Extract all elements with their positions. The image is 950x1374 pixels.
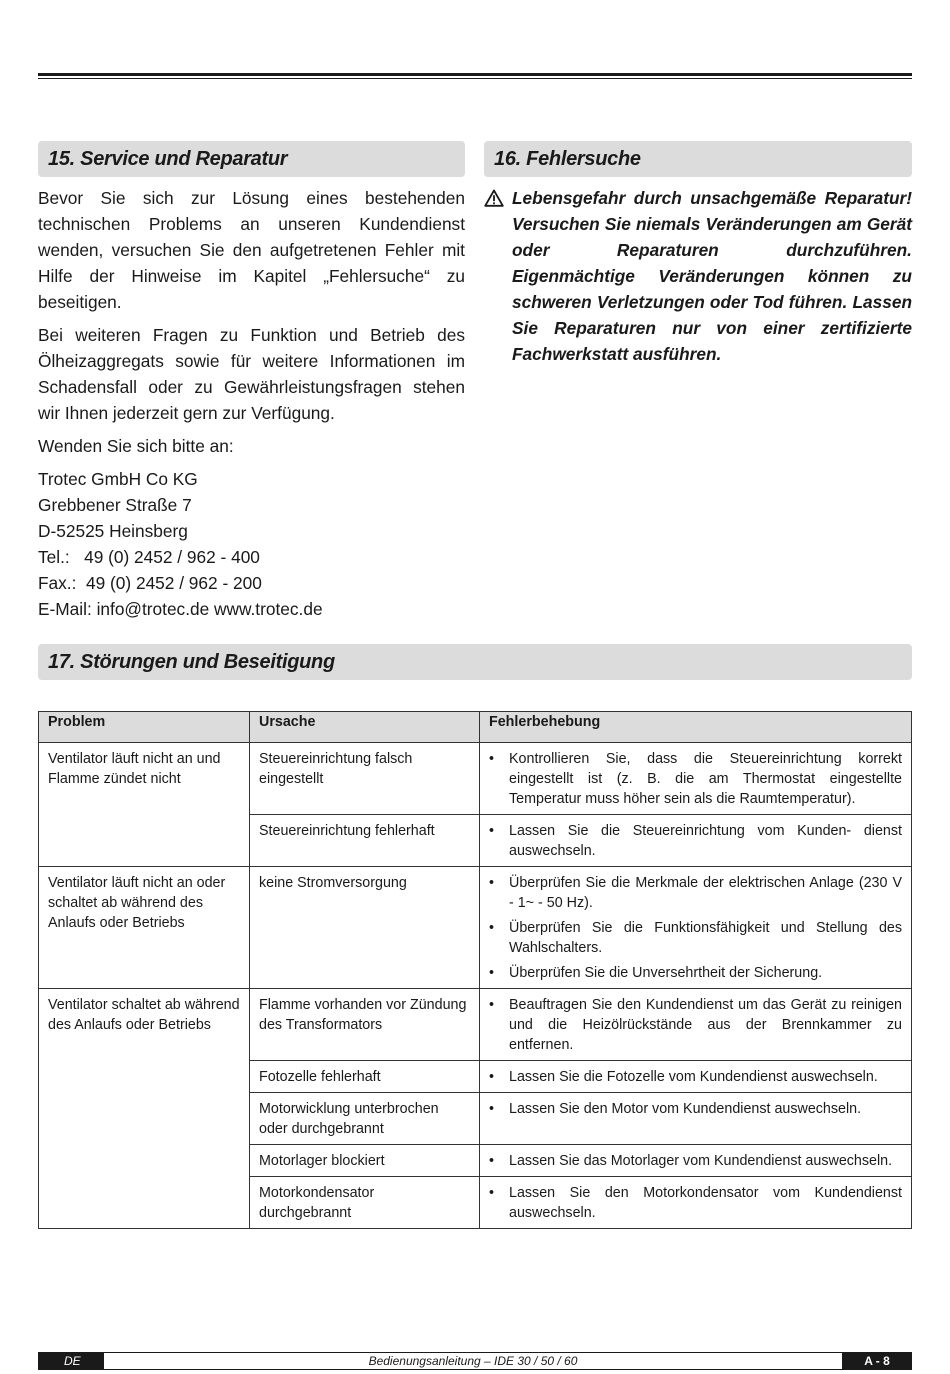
fix-cell — [480, 1145, 912, 1177]
fix-list — [489, 749, 902, 809]
warning-text: Lebensgefahr durch unsachgemäße Reparatur! Versuchen Sie niemals Veränderungen am Gerät oder Reparaturen durchzuführen. Eigenmächtige Veränderungen können zu schweren Verletzungen oder Tod führen. Lassen Sie Reparaturen nur von einer zertifizierte Fachwerkstatt ausführen. — [512, 188, 912, 364]
header-rule-thin — [38, 78, 912, 79]
address-email: E-Mail: info@trotec.de www.trotec.de — [38, 599, 323, 619]
cause-cell: Motorkondensator durchgebrannt — [250, 1177, 480, 1229]
cause-cell: Motorwicklung unterbrochen oder durchgebrannt — [250, 1093, 480, 1145]
address-city: D-52525 Heinsberg — [38, 521, 188, 541]
problem-cell: Ventilator schaltet ab während des Anlaufs oder Betriebs — [39, 989, 250, 1229]
fix-item: • Lassen Sie das Motorlager vom Kundendienst auswechseln. — [489, 1151, 902, 1171]
fix-cell — [480, 1061, 912, 1093]
warning-block — [484, 185, 912, 367]
fix-list — [489, 1099, 902, 1119]
fix-item: • Überprüfen Sie die Merkmale der elektrischen Anlage (230 V - 1~ - 50 Hz). — [489, 873, 902, 913]
fix-cell — [480, 989, 912, 1061]
fix-list — [489, 821, 902, 861]
footer-language: DE — [38, 1352, 104, 1370]
fix-list — [489, 1067, 902, 1087]
cause-cell: keine Stromversorgung — [250, 867, 480, 989]
header-fix: Fehlerbehebung — [480, 712, 912, 743]
section-15-heading: 15. Service und Reparatur — [38, 141, 465, 177]
fix-item: • Beauftragen Sie den Kundendienst um das Gerät zu reinigen und die Heizölrückstände aus der Brennkammer zu entfernen. — [489, 995, 902, 1055]
problem-cell: Ventilator läuft nicht an und Flamme zündet nicht — [39, 743, 250, 867]
table-row — [39, 743, 912, 815]
fix-item: • Lassen Sie den Motorkondensator vom Kundendienst auswechseln. — [489, 1183, 902, 1223]
fix-list — [489, 1151, 902, 1171]
table-row — [39, 989, 912, 1061]
address-company: Trotec GmbH Co KG — [38, 469, 198, 489]
fix-item: • Lassen Sie die Steuereinrichtung vom Kunden- dienst auswechseln. — [489, 821, 902, 861]
fix-list — [489, 1183, 902, 1223]
cause-cell: Steuereinrichtung fehlerhaft — [250, 815, 480, 867]
cause-cell: Motorlager blockiert — [250, 1145, 480, 1177]
fix-item: • Lassen Sie den Motor vom Kundendienst auswechseln. — [489, 1099, 902, 1119]
header-problem: Problem — [39, 712, 250, 743]
service-paragraph-3: Wenden Sie sich bitte an: — [38, 436, 234, 456]
faults-table — [38, 711, 912, 1229]
service-paragraph-1: Bevor Sie sich zur Lösung eines bestehenden technischen Problems an unseren Kundendienst wenden, versuchen Sie den aufgetretenen Fehler mit Hilfe der Hinweise im Kapitel „Fehlersuche“ zu beseitigen. — [38, 188, 465, 312]
address-street: Grebbener Straße 7 — [38, 495, 192, 515]
address-fax: Fax.: 49 (0) 2452 / 962 - 200 — [38, 573, 262, 593]
fix-item: • Überprüfen Sie die Unversehrtheit der Sicherung. — [489, 963, 902, 983]
section-17-heading: 17. Störungen und Beseitigung — [38, 644, 912, 680]
cause-cell: Flamme vorhanden vor Zündung des Transformators — [250, 989, 480, 1061]
fix-cell — [480, 1177, 912, 1229]
table-header-row — [39, 712, 912, 743]
footer-page-number: A - 8 — [842, 1352, 912, 1370]
cause-cell: Fotozelle fehlerhaft — [250, 1061, 480, 1093]
address-phone: Tel.: 49 (0) 2452 / 962 - 400 — [38, 547, 260, 567]
fix-cell — [480, 867, 912, 989]
footer-title: Bedienungsanleitung – IDE 30 / 50 / 60 — [104, 1352, 842, 1370]
troubleshooting-section — [484, 185, 912, 367]
table-row — [39, 867, 912, 989]
warning-triangle-icon — [484, 185, 512, 367]
service-paragraph-2: Bei weiteren Fragen zu Funktion und Betrieb des Ölheizaggregats sowie für weitere Informationen im Schadensfall oder zu Gewährleistungsfragen stehen wir Ihnen jederzeit gern zur Verfügung. — [38, 325, 465, 423]
cause-cell: Steuereinrichtung falsch eingestellt — [250, 743, 480, 815]
section-16-heading: 16. Fehlersuche — [484, 141, 912, 177]
fix-cell — [480, 1093, 912, 1145]
fix-list — [489, 995, 902, 1055]
fix-item: • Kontrollieren Sie, dass die Steuereinrichtung korrekt eingestellt ist (z. B. die am Thermostat eingestellte Temperatur muss höher sein als die Raumtemperatur). — [489, 749, 902, 809]
problem-cell: Ventilator läuft nicht an oder schaltet ab während des Anlaufs oder Betriebs — [39, 867, 250, 989]
fix-cell — [480, 743, 912, 815]
fix-item: • Überprüfen Sie die Funktionsfähigkeit und Stellung des Wahlschalters. — [489, 918, 902, 958]
header-rule — [38, 73, 912, 76]
header-cause: Ursache — [250, 712, 480, 743]
service-section — [38, 185, 465, 622]
fix-list — [489, 873, 902, 983]
fix-item: • Lassen Sie die Fotozelle vom Kundendienst auswechseln. — [489, 1067, 902, 1087]
fix-cell — [480, 815, 912, 867]
page-footer — [38, 1352, 912, 1370]
contact-address — [38, 466, 465, 622]
